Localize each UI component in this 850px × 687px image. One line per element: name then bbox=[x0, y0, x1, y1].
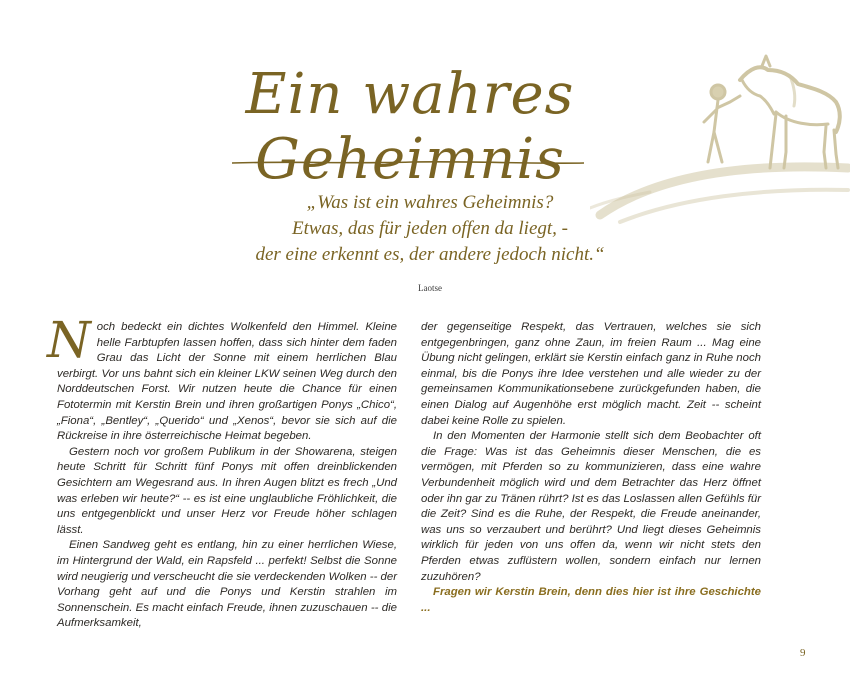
paragraph: In den Momenten der Harmonie stellt sich dem Beobachter oft die Frage: Was ist das Geheimnis dieser Menschen, die es vermögen, mit Pferden so zu kommunizieren, dass eine wahre Verbundenheit möglich wird und dem Betrachter das Herz öffnet oder ihn gar zu Tränen rührt? Ist es das Loslassen allen Gefühls für die Zeit? Sind es die Ruhe, der Respekt, die Freude aneinander, was uns so verzaubert und berührt? Und liegt dieses Geheimnis wirklich für jeden von uns offen da, wenn wir nicht stets den Pferden etwas zuflüstern wollen, sondern einfach nur lernen zuzuhören? bbox=[421, 430, 761, 583]
epigraph-quote bbox=[150, 190, 710, 268]
quote-author: Laotse bbox=[418, 283, 442, 293]
article-column-left bbox=[47, 311, 398, 632]
quote-line: der eine erkennt es, der andere jedoch nicht.“ bbox=[255, 244, 605, 265]
page-title: Ein wahres Geheimnis bbox=[245, 62, 575, 192]
title-underline-divider bbox=[232, 158, 584, 168]
paragraph: der gegenseitige Respekt, das Vertrauen, welches sie sich entgegenbringen, ganz ohne Zaun, im freien Raum ... Mag eine Übung nicht gelingen, erklärt sie Kerstin einfach ganz in Ruhe noch einmal, bis die Ponys ihre Idee verstehen und alle wieder zu der gemeinsamen Kommunikationsebene zurückgefunden haben, die einen Dialog auf Augenhöhe erst möglich macht. Zeit -- scheint dabei keine Rolle zu spielen. bbox=[421, 321, 761, 427]
paragraph: Einen Sandweg geht es entlang, hin zu einer herrlichen Wiese, im Hintergrund der Wald, ein Rapsfeld ... perfekt! Selbst die Sonne wird neugierig und verscheucht die sie verdeckenden Wolken -- der Vorhang geht auf und die Ponys und Kerstin strahlen im Sonnenschein. Es macht einfach Freude, ihnen zuzuschauen -- die Aufmerksamkeit, bbox=[57, 539, 398, 630]
paragraph: Gestern noch vor großem Publikum in der Showarena, steigen heute Schritt für Schritt fünf Ponys mit offen dreinblickenden Gesichtern am Wegesrand aus. In ihren Augen blitzt es frech „Und was erleben wir heute?“ -- es ist eine unglaubliche Fröhlichkeit, die uns entgegenblickt und unser Herz vor Freude höher schlagen lässt. bbox=[57, 445, 397, 536]
article-column-right bbox=[421, 320, 761, 616]
paragraph bbox=[47, 311, 397, 445]
drop-cap: N bbox=[47, 311, 91, 369]
page-number: 9 bbox=[800, 647, 806, 659]
quote-line: „Was ist ein wahres Geheimnis? bbox=[306, 192, 554, 213]
quote-line: Etwas, das für jeden offen da liegt, - bbox=[291, 218, 568, 239]
closing-line: Fragen wir Kerstin Brein, denn dies hier ist ihre Geschichte ... bbox=[421, 586, 761, 614]
paragraph-text: och bedeckt ein dichtes Wolkenfeld den Himmel. Kleine helle Farbtupfen lassen hoffen, dass sich hinter dem faden Grau das Licht der Sonne mit einem herrlichen Blau verbirgt. Vor uns bahnt sich ein kleiner LKW seinen Weg durch den Norddeutschen Forst. Wir nutzen heute die Chance für einen Fototermin mit Kerstin Brein und ihren großartigen Ponys „Chico“, „Fiona“, „Bentley“, „Querido“ und „Xenos“, bevor sie sich auf die Rückreise in ihre österreichische Heimat begeben. bbox=[57, 321, 397, 443]
